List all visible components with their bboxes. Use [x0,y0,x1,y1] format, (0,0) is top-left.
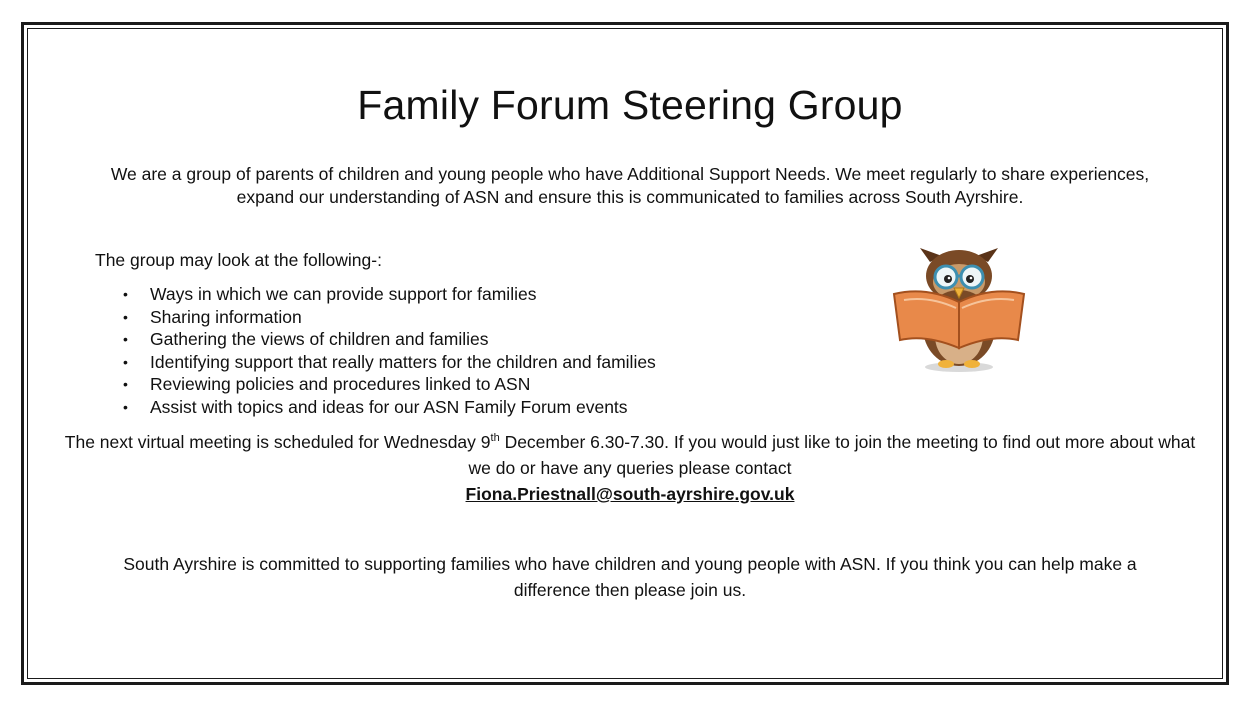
contact-email-link[interactable]: Fiona.Priestnall@south-ayrshire.gov.uk [465,484,795,504]
bullet-icon: • [123,376,128,392]
list-item [120,283,656,306]
list-item [120,396,656,419]
meeting-text: The next virtual meeting is scheduled for Wednesday 9 [64,432,491,452]
date-suffix: th [490,432,500,445]
list-item [120,306,656,329]
bullet-icon: • [123,308,128,325]
bullet-icon: • [123,353,128,370]
owl-reading-book-icon [890,244,1028,374]
intro-paragraph: We are a group of parents of children and young people who have Additional Support Needs. We meet regularly to share experiences, expand our understanding of ASN and ensure this is communicated to families across South Ayrshire. [110,164,1150,207]
meeting-paragraph [60,429,1200,507]
list-item [120,328,656,351]
list-item-text: Sharing information [150,306,302,327]
list-lead: The group may look at the following-: [95,250,382,270]
bullet-icon: • [123,286,128,302]
list-item-text: Reviewing policies and procedures linked to ASN [150,374,531,394]
meeting-text-cont: December 6.30-7.30. If you would just like to join the meeting to find out more about what we do or have any queries please contact [468,432,1196,478]
page-title: Family Forum Steering Group [357,82,903,128]
closing-paragraph: South Ayrshire is committed to supporting families who have children and young people with ASN. If you think you can help make a difference then please join us. [123,554,1137,600]
bullet-icon: • [123,398,128,415]
list-item-text: Gathering the views of children and families [150,329,489,349]
list-item-text: Assist with topics and ideas for our ASN Family Forum events [150,396,628,417]
list-item [120,373,656,396]
bullet-icon: • [123,331,128,347]
list-item [120,351,656,374]
list-item-text: Identifying support that really matters for the children and families [150,351,656,372]
topics-list [120,283,656,418]
list-item-text: Ways in which we can provide support for families [150,284,537,304]
